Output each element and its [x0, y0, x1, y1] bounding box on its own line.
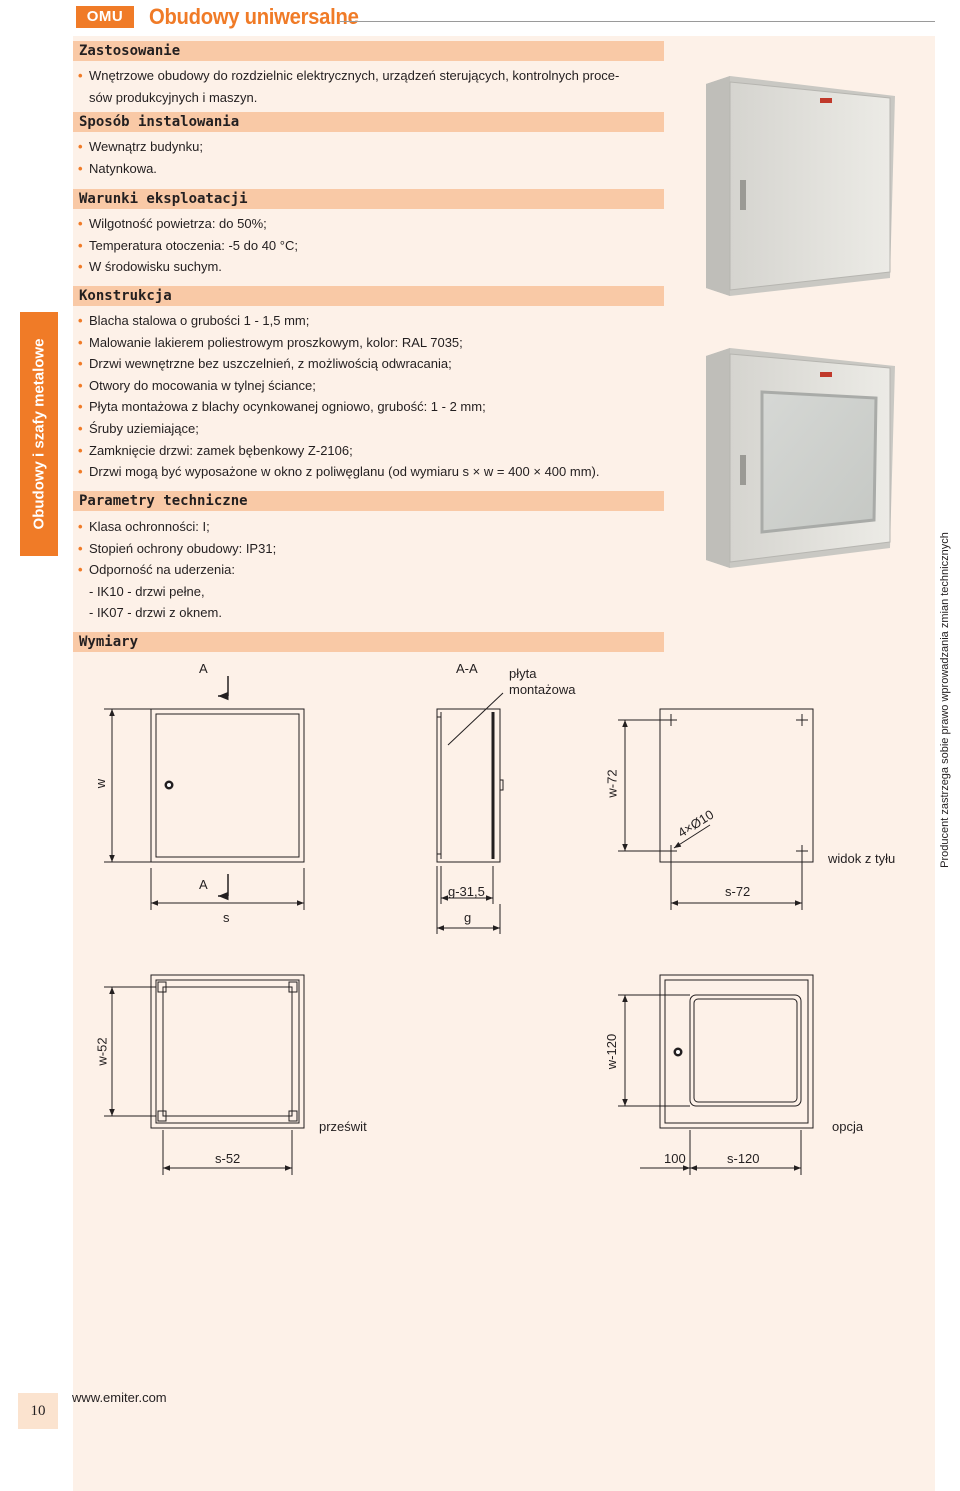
list-item-text: Stopień ochrony obudowy: IP31; [89, 540, 277, 556]
bullet-icon: • [78, 420, 83, 436]
label-s120: s-120 [727, 1151, 760, 1166]
series-badge: OMU [76, 6, 134, 28]
label-s52: s-52 [215, 1151, 241, 1166]
list-item-text: Zamknięcie drzwi: zamek bębenkowy Z-2106; [89, 442, 353, 458]
bullet-icon: • [78, 334, 83, 350]
caption-option: opcja [832, 1119, 864, 1134]
bullet-icon: • [78, 519, 83, 534]
label-plate-2: montażowa [509, 682, 576, 697]
bullet-icon: • [78, 562, 83, 578]
list-item-text: Drzwi mogą być wyposażone w okno z poliwęglanu (od wymiaru s × w = 400 × 400 mm). [89, 464, 600, 480]
lock-icon [740, 180, 746, 210]
label-w: w [93, 778, 109, 789]
label-w120: w-120 [604, 1033, 620, 1070]
bullet-icon: • [78, 442, 83, 458]
bullet-icon: • [78, 237, 83, 253]
bullet-icon: • [78, 259, 83, 275]
caption-back-view: widok z tyłu [828, 851, 896, 866]
opening-view-drawing [104, 975, 304, 1175]
bullet-icon: • [78, 139, 83, 154]
list-item-text: Wewnątrz budynku; [89, 139, 203, 154]
lock-icon [740, 455, 746, 485]
list-item-text: Odporność na uderzenia: [89, 562, 235, 578]
page-number: 10 [30, 1403, 46, 1419]
section-head-parametry: Parametry techniczne [73, 491, 664, 511]
label-sticker [820, 372, 832, 377]
caption-opening: prześwit [319, 1119, 367, 1134]
label-g: g [464, 910, 472, 925]
list-item-text: - IK07 - drzwi z oknem. [89, 605, 222, 621]
product-photo-closed [706, 76, 895, 296]
label-sticker [820, 98, 832, 103]
bullet-icon: • [78, 377, 83, 393]
list-item-text: Drzwi wewnętrzne bez uszczelnień, z możliwością odwracania; [89, 356, 452, 372]
section-head-wymiary: Wymiary [73, 632, 664, 652]
page-title: Obudowy uniwersalne [149, 4, 359, 29]
back-view-drawing [618, 709, 813, 910]
list-item-text: Klasa ochronności: I; [89, 519, 210, 534]
bullet-icon: • [78, 160, 83, 176]
list-item-text: Śruby uziemiające; [89, 420, 199, 436]
bullet-icon: • [78, 68, 83, 83]
list-item-text: sów produkcyjnych i maszyn. [89, 89, 258, 105]
footer-url[interactable]: www.emiter.com [72, 1390, 167, 1405]
list-item-text: Malowanie lakierem poliestrowym proszkowym, kolor: RAL 7035; [89, 334, 463, 350]
list-item-text: Płyta montażowa z blachy ocynkowanej ogniowo, grubość: 1 - 2 mm; [89, 399, 486, 415]
label-aa: A-A [456, 661, 478, 676]
front-view-drawing [104, 676, 304, 910]
disclaimer: Producent zastrzega sobie prawo wprowadzania zmian technicznych [939, 532, 951, 868]
product-photo-window [706, 348, 895, 568]
bullet-icon: • [78, 464, 83, 480]
label-w52: w-52 [94, 1037, 110, 1066]
label-s72: s-72 [725, 884, 751, 899]
mounting-hole-icon [796, 714, 808, 726]
section-head-warunki: Warunki eksploatacji [73, 189, 664, 209]
section-head-konstrukcja: Konstrukcja [73, 286, 664, 306]
list-item-text: Otwory do mocowania w tylnej ściance; [89, 377, 316, 393]
label-s: s [223, 910, 230, 925]
section-head-sposob: Sposób instalowania [73, 112, 664, 132]
list-item-text: Temperatura otoczenia: -5 do 40 °C; [89, 237, 298, 253]
bullet-icon: • [78, 399, 83, 415]
list-item-text: W środowisku suchym. [89, 259, 222, 275]
list-item-text: - IK10 - drzwi pełne, [89, 583, 205, 599]
label-g31: g-31,5 [448, 884, 485, 899]
label-100: 100 [664, 1151, 686, 1166]
label-section-a-bottom: A [199, 877, 208, 892]
section-head-zastosowanie: Zastosowanie [73, 41, 664, 61]
list-item-text: Wnętrzowe obudowy do rozdzielnic elektrycznych, urządzeń sterujących, kontrolnych proce- [89, 68, 620, 83]
label-section-a-top: A [199, 661, 208, 676]
side-tab-label: Obudowy i szafy metalowe [30, 338, 48, 530]
bullet-icon: • [78, 356, 83, 372]
bullet-icon: • [78, 313, 83, 328]
mounting-hole-icon [665, 714, 677, 726]
mounting-hole-icon [796, 845, 808, 857]
list-item-text: Natynkowa. [89, 160, 157, 176]
bullet-icon: • [78, 540, 83, 556]
label-plate-1: płyta [509, 666, 537, 681]
list-item-text: Wilgotność powietrza: do 50%; [89, 216, 267, 231]
label-w72: w-72 [604, 769, 620, 798]
label-holes: 4×Ø10 [675, 806, 717, 841]
list-item-text: Blacha stalowa o grubości 1 - 1,5 mm; [89, 313, 310, 328]
window-view-drawing [618, 975, 813, 1175]
bullet-icon: • [78, 216, 83, 231]
